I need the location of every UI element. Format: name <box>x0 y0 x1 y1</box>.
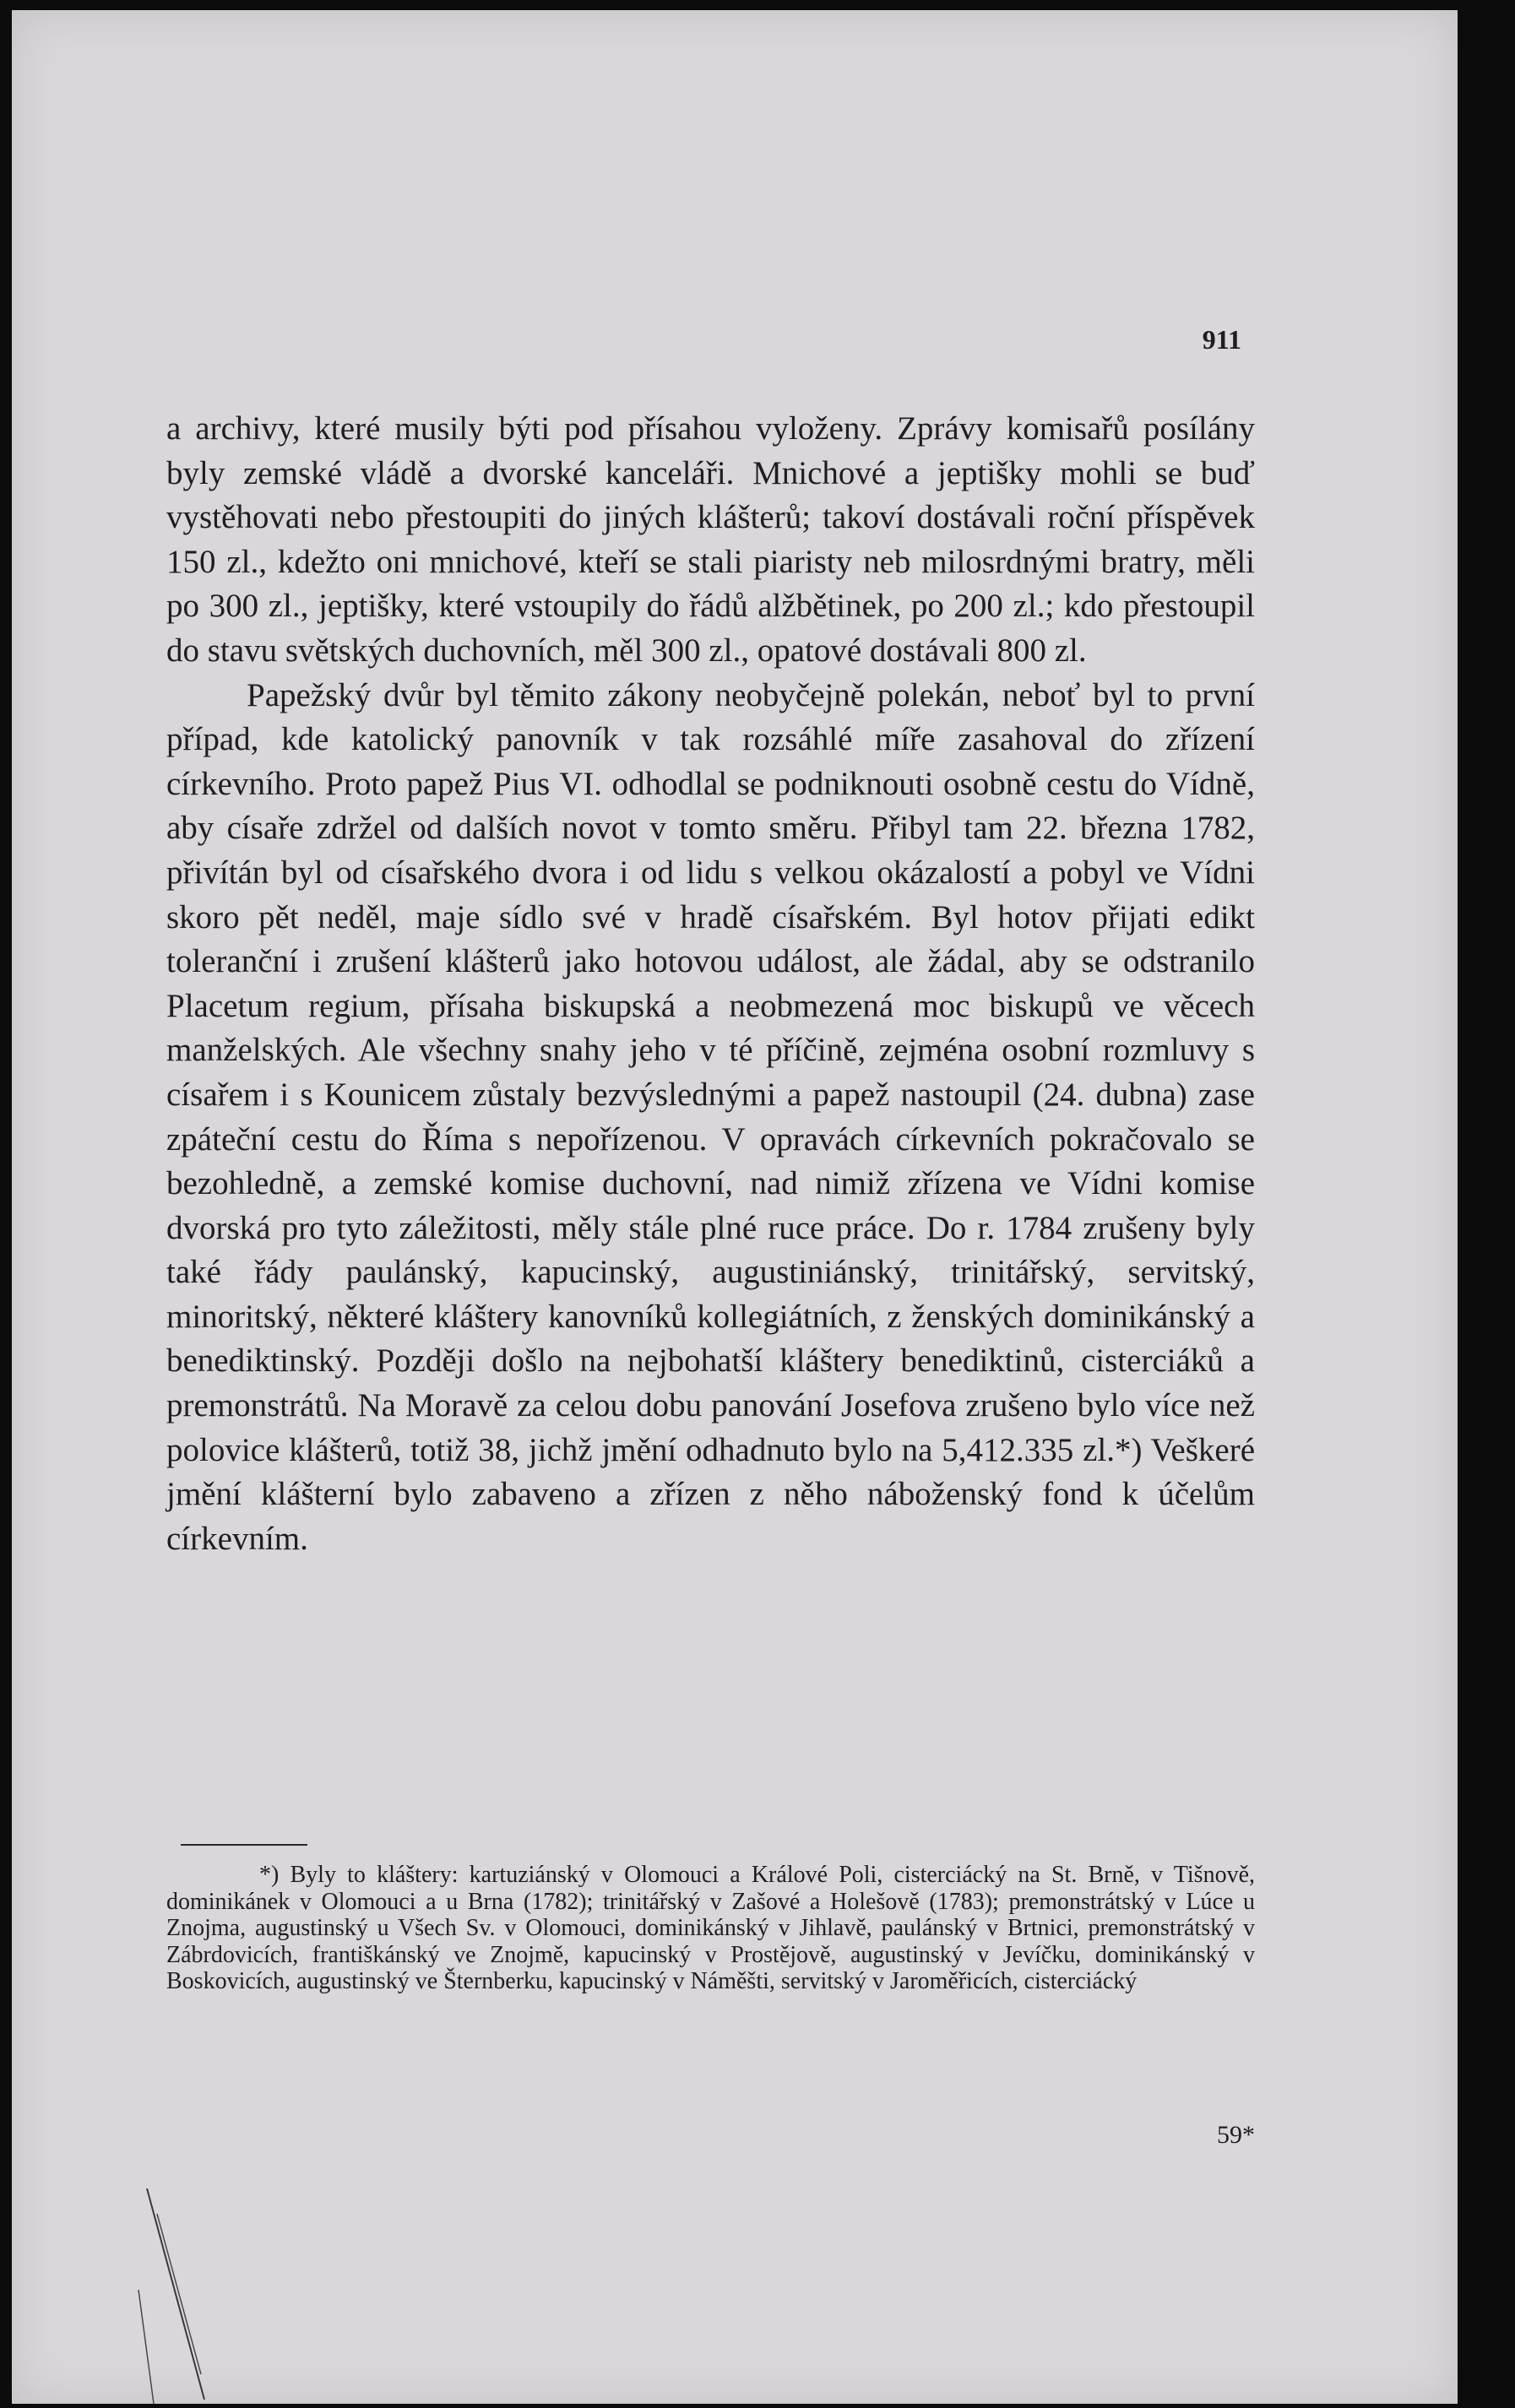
paragraph: Papežský dvůr byl těmito zákony neobyčejně polekán, neboť byl to první případ, kde katolický panovník v tak rozsáhlé míře zasahoval do zřízení církevního. Proto papež Pius VI. odhodlal se podniknouti osobně cestu do Vídně, aby císaře zdržel od dalších novot v tomto směru. Přibyl tam 22. března 1782, přivítán byl od císařského dvora i od lidu s velkou okázalostí a pobyl ve Vídni skoro pět neděl, maje sídlo své v hradě císařském. Byl hotov přijati edikt toleranční i zrušení klášterů jako hotovou událost, ale žádal, aby se odstranilo Placetum regium, přísaha biskupská a neobmezená moc biskupů ve věcech manželských. Ale všechny snahy jeho v té příčině, zejména osobní rozmluvy s císařem i s Kounicem zůstaly bezvýslednými a papež nastoupil (24. dubna) zase zpáteční cestu do Říma s nepořízenou. V opravách církevních pokračovalo se bezohledně, a zemské komise duchovní, nad nimiž zřízena ve Vídni komise dvorská pro tyto záležitosti, měly stále plné ruce práce. Do r. 1784 zrušeny byly také řády paulánský, kapucinský, augustiniánský, trinitářský, servitský, minoritský, některé kláštery kanovníků kollegiátních, z ženských dominikánský a benediktinský. Později došlo na nejbohatší kláštery benediktinů, cisterciáků a premonstrátů. Na Moravě za celou dobu panování Josefova zrušeno bylo více než polovice klášterů, totiž 38, jichž jmění odhadnuto bylo na 5,412.335 zl.*) Veškeré jmění klášterní bylo zabaveno a zřízen z něho náboženský fond k účelům církevním. <box>166 676 1255 1557</box>
signature-mark: 59* <box>1217 2121 1255 2149</box>
margin-scratch-marks <box>113 2188 214 2408</box>
scanned-page <box>12 10 1458 2404</box>
footnote-divider <box>181 1844 307 1846</box>
footnote: *) Byly to kláštery: kartuziánský v Olomouci a Králové Poli, cisterciácký na St. Brně, v Tišnově, dominikánek v Olomouci a u Brna (1782); trinitářský v Zašové a Holešově (1783); premonstrátský v Lúce u Znojma, augustinský u Všech Sv. v Olomouci, dominikánský v Jihlavě, paulánský v Brtnici, premonstrátský v Zábrdovicích, františkánský ve Znojmě, kapucinský v Prostějově, augustinský v Jevíčku, dominikánský v Boskovicích, augustinský ve Šternberku, kapucinský v Náměšti, servitský v Jaroměřicích, cisterciácký <box>166 1862 1255 1995</box>
page-number: 911 <box>1202 324 1241 355</box>
paragraph: a archivy, které musily býti pod přísahou vyloženy. Zprávy komisařů posílány byly zemské vládě a dvorské kanceláři. Mnichové a jeptišky mohli se buď vystěhovati nebo přestoupiti do jiných klášterů; takoví dostávali roční příspěvek 150 zl., kdežto oni mnichové, kteří se stali piaristy neb milosrdnými bratry, měli po 300 zl., jeptišky, které vstoupily do řádů alžbětinek, po 200 zl.; kdo přestoupil do stavu světských duchovních, měl 300 zl., opatové dostávali 800 zl. <box>166 410 1255 669</box>
body-text <box>166 407 1255 1561</box>
